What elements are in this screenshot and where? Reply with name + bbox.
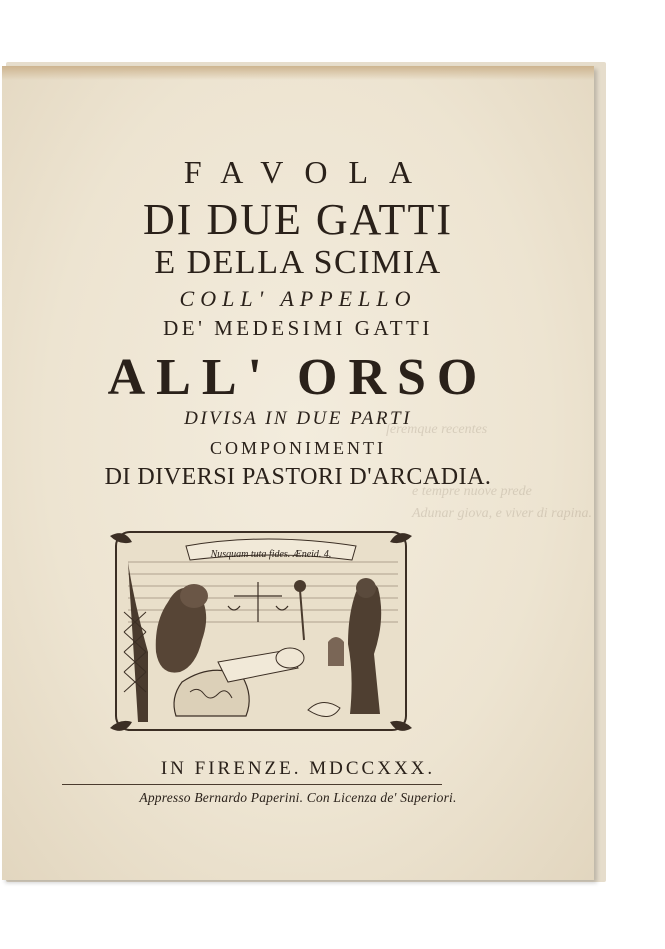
title-line-medesimi: DE' MEDESIMI GATTI	[163, 316, 433, 340]
title-line-componimenti: COMPONIMENTI	[209, 438, 386, 458]
imprint-publisher: Appresso Bernardo Paperini. Con Licenza de' Superiori.	[139, 790, 457, 805]
show-through-text: e tempre nuove prede	[412, 484, 532, 499]
title-line-appello: COLL' APPELLO	[179, 286, 417, 311]
show-through-text: Adunar giova, e viver di rapina.	[412, 506, 593, 521]
title-line-scimia: E DELLA SCIMIA	[154, 244, 442, 281]
imprint-place: IN FIRENZE. MDCCXXX.	[160, 758, 436, 779]
title-line-divisa: DIVISA IN DUE PARTI	[184, 408, 412, 429]
imprint-rule	[62, 784, 442, 785]
title-line-pastori: DI DIVERSI PASTORI D'ARCADIA.	[104, 464, 492, 490]
title-line-orso: ALL' ORSO	[107, 349, 489, 406]
title-page	[2, 66, 594, 880]
show-through-text: ſeremque recentes	[386, 422, 488, 437]
paper-stain	[2, 66, 594, 80]
title-line-due-gatti: DI DUE GATTI	[143, 195, 453, 244]
vignette-motto: Nusquam tuta fides. Æneid. 4.	[210, 549, 332, 560]
engraved-vignette	[108, 522, 414, 740]
title-line-favola: FAVOLA	[183, 154, 434, 190]
